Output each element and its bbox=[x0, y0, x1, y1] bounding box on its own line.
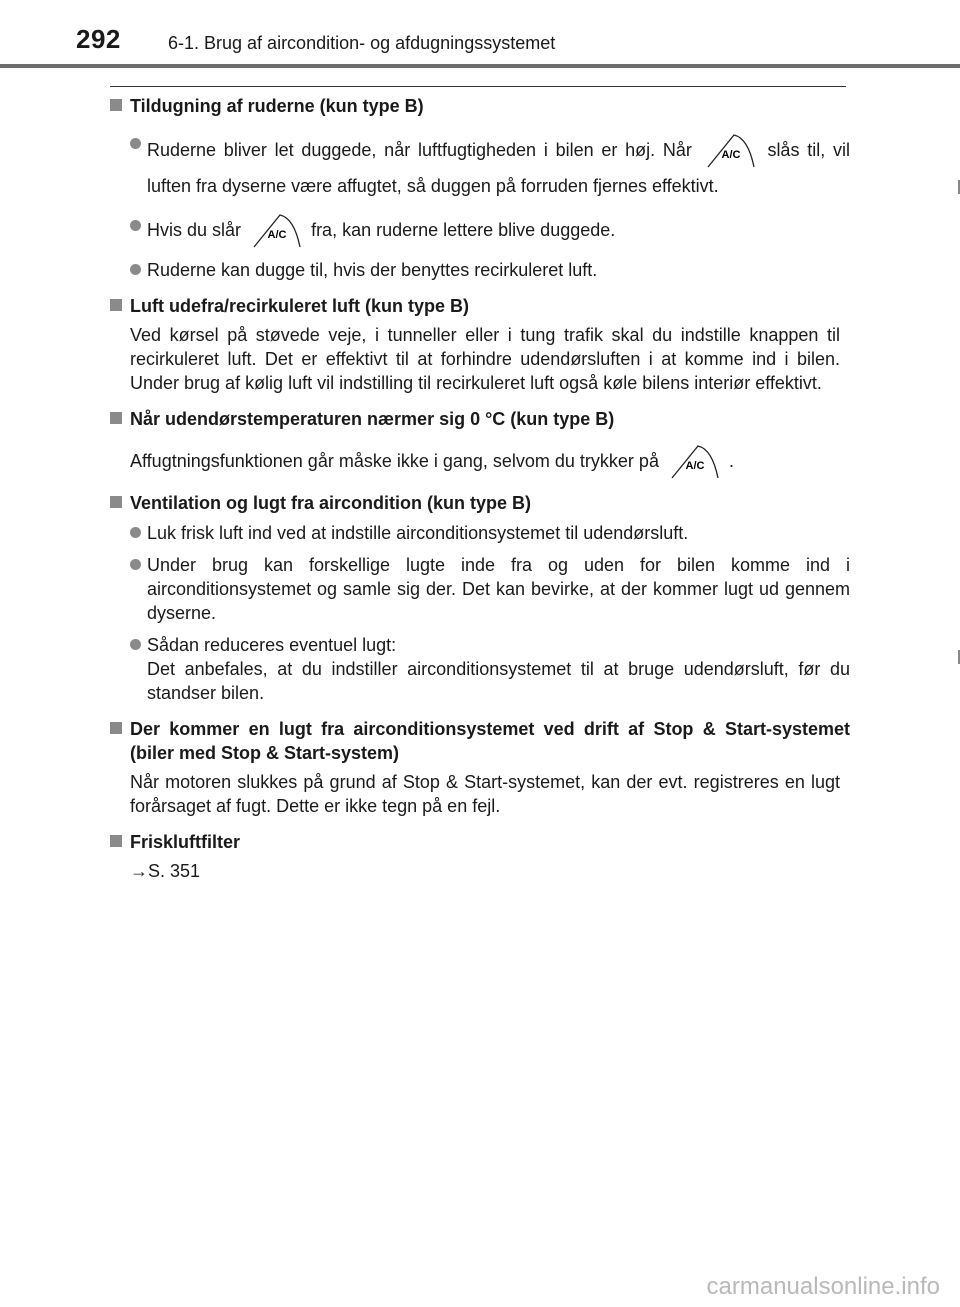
page-header bbox=[0, 0, 960, 70]
square-bullet-icon bbox=[110, 722, 122, 734]
section-outdoor-temperature bbox=[110, 405, 850, 479]
round-bullet-icon bbox=[130, 138, 141, 149]
svg-text:A/C: A/C bbox=[267, 229, 287, 242]
svg-text:A/C: A/C bbox=[721, 149, 741, 162]
section-heading: Ventilation og lugt fra aircondition (kun type B) bbox=[110, 489, 850, 515]
section-stop-start-odor bbox=[110, 715, 850, 818]
round-bullet-icon bbox=[130, 264, 141, 275]
section-heading: Friskluftfilter bbox=[110, 828, 850, 854]
round-bullet-icon bbox=[130, 559, 141, 570]
page-content bbox=[110, 92, 850, 893]
square-bullet-icon bbox=[110, 299, 122, 311]
section-recirculated-air bbox=[110, 292, 850, 395]
ac-button-icon bbox=[668, 445, 720, 479]
section-ventilation-odor bbox=[110, 489, 850, 705]
square-bullet-icon bbox=[110, 412, 122, 424]
section-heading: Der kommer en lugt fra airconditionsystemet ved drift af Stop & Start-systemet (biler med Stop & Start-system) bbox=[110, 715, 850, 765]
section-text: Ved kørsel på støvede veje, i tunneller eller i tung trafik skal du indstille knappen til recirkuleret luft. Det er effektivt til at forhindre udendørsluften i at komme ind i bilen. Under brug af kølig luft vil indstilling til recirkuleret luft også køle bilens interiør effektivt. bbox=[130, 325, 840, 394]
header-divider bbox=[110, 86, 846, 87]
square-bullet-icon bbox=[110, 835, 122, 847]
square-bullet-icon bbox=[110, 99, 122, 111]
section-fresh-air-filter bbox=[110, 828, 850, 883]
section-text: Når motoren slukkes på grund af Stop & Start-systemet, kan der evt. registreres en lugt forårsaget af fugt. Dette er ikke tegn på en fejl. bbox=[130, 772, 840, 817]
section-heading: Luft udefra/recirkuleret luft (kun type B) bbox=[110, 292, 850, 318]
section-heading: Tildugning af ruderne (kun type B) bbox=[110, 92, 850, 118]
watermark: carmanualsonline.info bbox=[706, 1273, 940, 1300]
list-item: Luk frisk luft ind ved at indstille airconditionsystemet til udendørsluft. bbox=[110, 521, 850, 545]
chapter-title: 6-1. Brug af aircondition- og afdugningssystemet bbox=[168, 33, 556, 53]
ac-button-icon bbox=[250, 214, 302, 248]
section-defogging bbox=[110, 92, 850, 282]
round-bullet-icon bbox=[130, 527, 141, 538]
list-item: Ruderne kan dugge til, hvis der benyttes recirkuleret luft. bbox=[110, 258, 850, 282]
list-item: Sådan reduceres eventuel lugt: Det anbefales, at du indstiller airconditionsystemet til at bruge udendørsluft, før du standser bilen. bbox=[110, 633, 850, 705]
square-bullet-icon bbox=[110, 496, 122, 508]
svg-text:A/C: A/C bbox=[685, 460, 705, 473]
header-rule bbox=[0, 64, 960, 68]
list-item: Ruderne bliver let duggede, når luftfugtigheden i bilen er høj. Når A/C slås til, vil luften fra dyserne være affugtet, så duggen på forruden fjernes effektivt. bbox=[110, 132, 850, 204]
page-reference-link[interactable]: →S. 351 bbox=[130, 861, 201, 882]
page-number: 292 bbox=[76, 24, 121, 54]
round-bullet-icon bbox=[130, 639, 141, 650]
round-bullet-icon bbox=[130, 220, 141, 231]
list-item: Under brug kan forskellige lugte inde fra og uden for bilen komme ind i airconditionsystemet og samle sig der. Det kan bevirke, at der kommer lugt ud gennem dyserne. bbox=[110, 553, 850, 625]
section-heading: Når udendørstemperaturen nærmer sig 0 °C (kun type B) bbox=[110, 405, 850, 431]
ac-button-icon bbox=[704, 134, 756, 168]
list-item: Hvis du slår A/C fra, kan ruderne lettere blive duggede. bbox=[110, 214, 850, 248]
section-text: Affugtningsfunktionen går måske ikke i gang, selvom du trykker på A/C . bbox=[110, 445, 850, 479]
